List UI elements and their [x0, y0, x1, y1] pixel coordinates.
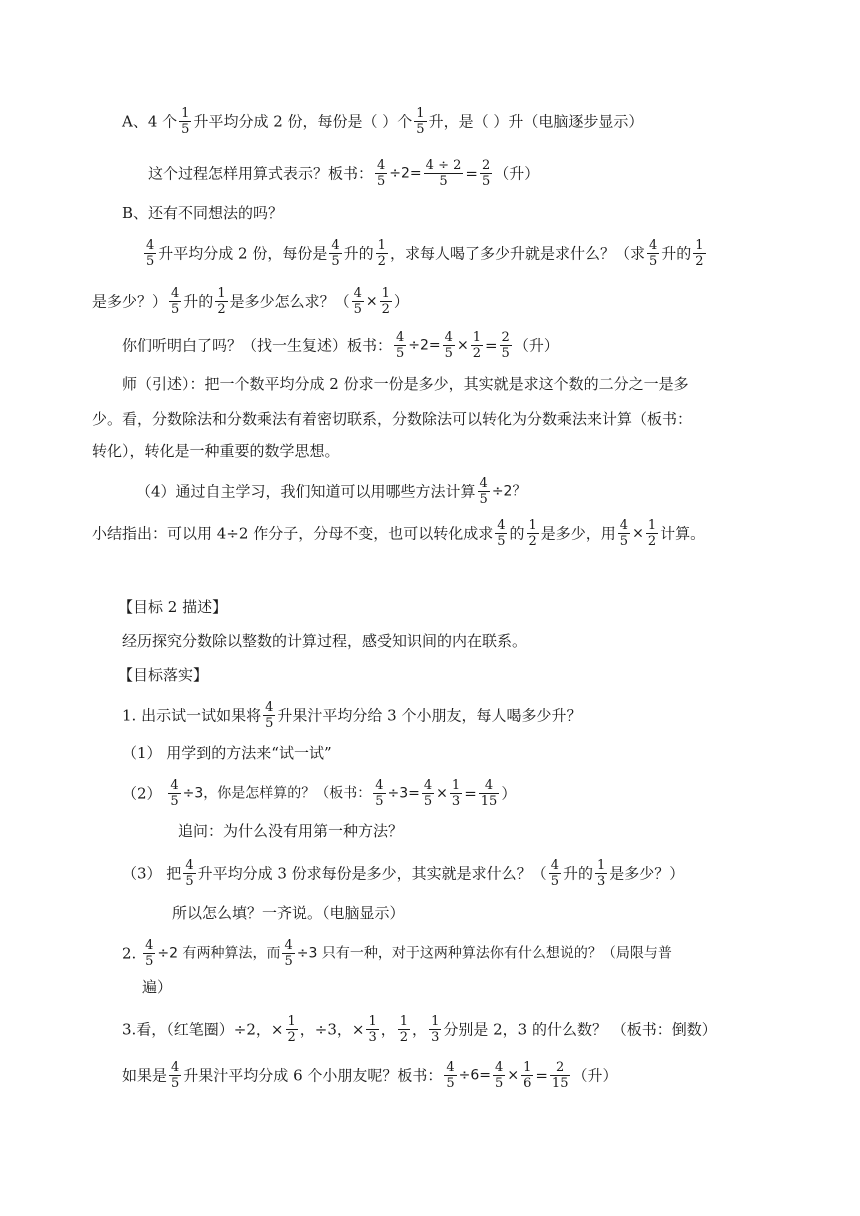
- fraction-numerator: 1: [381, 286, 390, 301]
- text-run: ）: [393, 292, 409, 311]
- text-line: [92, 440, 340, 461]
- fraction-denominator: 5: [550, 874, 559, 889]
- text-line: [136, 476, 526, 507]
- fraction: [647, 238, 659, 269]
- text-run: ，÷3，×: [299, 1020, 365, 1039]
- text-run: （2）: [122, 784, 167, 803]
- text-run: B、还有不同想法的吗？: [122, 204, 284, 222]
- fraction-denominator: 2: [381, 302, 390, 317]
- fraction-denominator: 2: [472, 346, 481, 361]
- text-run: 升平均分成 2 份，每份是: [158, 244, 328, 263]
- text-line: [122, 778, 516, 809]
- fraction: [286, 1014, 298, 1045]
- text-run: ÷2=: [389, 165, 422, 182]
- fraction-numerator: 1: [596, 858, 606, 873]
- fraction: [549, 858, 561, 889]
- text-run: 小结指出：可以用 4÷2 作分子，分母不变，也可以转化成求: [92, 524, 494, 543]
- text-line: [122, 202, 283, 223]
- text-run: ×: [365, 293, 378, 310]
- text-run: （升）: [494, 164, 540, 183]
- fraction-denominator: 5: [619, 534, 629, 549]
- fraction: [478, 476, 490, 507]
- fraction-denominator: 15: [551, 1076, 569, 1091]
- fraction-denominator: 5: [444, 346, 453, 361]
- fraction-denominator: 2: [287, 1030, 296, 1045]
- fraction-denominator: 5: [265, 716, 274, 731]
- fraction: [495, 518, 507, 549]
- text-line: [122, 700, 581, 731]
- text-run: 师（引述）：把一个数平均分成 2 份求一份是多少，其实就是求这个数的二分之一是多: [122, 375, 689, 393]
- fraction: [394, 330, 406, 361]
- fraction-denominator: 2: [528, 534, 537, 549]
- text-line: [172, 902, 405, 923]
- text-run: 升的: [562, 864, 593, 883]
- text-run: （升）: [572, 1066, 618, 1085]
- fraction: [550, 1060, 571, 1091]
- fraction: [215, 286, 227, 317]
- fraction-denominator: 2: [399, 1030, 409, 1045]
- fraction-numerator: 4: [396, 330, 405, 345]
- text-line: [122, 938, 672, 969]
- fraction-numerator: 1: [416, 106, 425, 121]
- text-line: [92, 286, 409, 317]
- fraction: [352, 286, 364, 317]
- fraction: [493, 1060, 505, 1091]
- fraction-numerator: 4: [446, 1060, 455, 1075]
- fraction-numerator: 4: [353, 286, 362, 301]
- fraction-numerator: 4: [444, 330, 453, 345]
- fraction-denominator: 2: [377, 254, 386, 269]
- text-run: 遍）: [142, 978, 173, 996]
- fraction-numerator: 1: [399, 1014, 409, 1029]
- fraction: [366, 1014, 378, 1045]
- fraction-numerator: 1: [695, 238, 704, 253]
- text-run: 升的: [183, 292, 214, 311]
- fraction-denominator: 5: [170, 794, 179, 809]
- text-line: [122, 330, 559, 361]
- fraction: [595, 858, 607, 889]
- text-run: 升，是（ ）升（电脑逐步显示）: [428, 112, 644, 131]
- fraction-numerator: 2: [556, 1060, 565, 1075]
- fraction: [183, 858, 195, 889]
- fraction: [646, 518, 658, 549]
- fraction-numerator: 1: [451, 778, 461, 793]
- fraction: [480, 158, 492, 189]
- text-run: 【目标 2 描述】: [118, 598, 228, 616]
- fraction: [527, 518, 539, 549]
- text-run: 是多少？）: [609, 864, 685, 883]
- fraction-numerator: 1: [647, 518, 657, 533]
- text-line: [122, 742, 332, 763]
- fraction-denominator: 3: [451, 794, 461, 809]
- fraction-denominator: 5: [377, 174, 386, 189]
- fraction-numerator: 4: [331, 238, 340, 253]
- fraction: [144, 238, 156, 269]
- fraction: [380, 286, 392, 317]
- text-run: 是多少怎么求？（: [229, 292, 350, 311]
- text-run: （1） 用学到的方法来“试一试”: [122, 744, 332, 762]
- text-run: =: [464, 784, 477, 803]
- fraction-numerator: 4: [171, 286, 180, 301]
- text-run: 3.看，（红笔圈）÷2，×: [122, 1020, 284, 1039]
- text-run: ×: [456, 337, 469, 354]
- text-run: 转化），转化是一种重要的数学思想。: [92, 442, 340, 460]
- fraction-denominator: 2: [647, 534, 657, 549]
- text-run: 1. 出示试一试如果将: [122, 706, 262, 725]
- fraction: [179, 106, 191, 137]
- text-line: [178, 820, 403, 841]
- fraction-numerator: 1: [377, 238, 386, 253]
- text-line: [118, 664, 208, 685]
- fraction: [618, 518, 630, 549]
- fraction-numerator: 1: [217, 286, 226, 301]
- text-line: [122, 630, 527, 651]
- fraction-denominator: 6: [523, 1076, 532, 1091]
- fraction: [169, 1060, 181, 1091]
- text-line: [148, 158, 539, 189]
- fraction-numerator: 4: [495, 1060, 504, 1075]
- fraction-denominator: 5: [446, 1076, 455, 1091]
- text-run: 2.: [122, 944, 142, 963]
- fraction-numerator: 2: [501, 330, 510, 345]
- fraction: [373, 778, 385, 809]
- fraction-numerator: 4: [377, 158, 386, 173]
- fraction-numerator: 1: [523, 1060, 532, 1075]
- fraction-numerator: 4: [171, 1060, 180, 1075]
- fraction: [479, 778, 500, 809]
- fraction: [429, 1014, 441, 1045]
- fraction-numerator: 1: [528, 518, 537, 533]
- fraction: [424, 158, 464, 189]
- text-line: [142, 976, 172, 997]
- fraction-numerator: 4: [145, 938, 154, 953]
- fraction-numerator: 4: [185, 858, 194, 873]
- text-run: A、4 个: [122, 112, 178, 131]
- fraction-denominator: 5: [145, 954, 154, 969]
- text-run: 追问：为什么没有用第一种方法？: [178, 822, 404, 840]
- fraction-denominator: 5: [185, 874, 194, 889]
- text-run: 少。看，分数除法和分数乘法有着密切联系，分数除法可以转化为分数乘法来计算（板书：: [92, 410, 693, 428]
- fraction: [500, 330, 512, 361]
- fraction-numerator: 4 ÷ 2: [425, 158, 462, 173]
- fraction-denominator: 5: [495, 1076, 504, 1091]
- fraction-numerator: 1: [472, 330, 481, 345]
- fraction-denominator: 5: [479, 492, 488, 507]
- text-run: （4）通过自主学习，我们知道可以用哪些方法计算: [136, 482, 476, 501]
- text-line: [118, 596, 227, 617]
- text-run: ÷2=: [408, 337, 441, 354]
- text-line: [122, 858, 684, 889]
- text-line: [92, 518, 705, 549]
- text-run: ，求每人喝了多少升就是求什么？（求: [389, 244, 645, 263]
- fraction-numerator: 1: [368, 1014, 377, 1029]
- text-run: 升平均分成 3 份求每份是多少，其实就是求什么？（: [197, 864, 547, 883]
- text-run: 是多少？）: [92, 292, 168, 311]
- text-run: ，: [412, 1020, 428, 1039]
- fraction-numerator: 4: [284, 938, 293, 953]
- fraction-denominator: 5: [648, 254, 658, 269]
- text-run: ，: [380, 1020, 396, 1039]
- text-run: 升果汁平均分成 6 个小朋友呢？板书：: [183, 1066, 443, 1085]
- text-run: 分别是 2，3 的什么数？ （板书：倒数）: [443, 1020, 717, 1039]
- text-run: ÷3，你是怎样算的？（板书：: [182, 785, 372, 802]
- fraction-denominator: 5: [423, 794, 433, 809]
- text-line: [142, 238, 708, 269]
- text-run: 经历探究分数除以整数的计算过程，感受知识间的内在联系。: [122, 632, 528, 650]
- text-run: ）: [501, 784, 517, 803]
- fraction-denominator: 5: [146, 254, 155, 269]
- text-run: ×: [632, 525, 644, 542]
- fraction: [375, 158, 387, 189]
- fraction-numerator: 4: [479, 476, 488, 491]
- fraction: [329, 238, 341, 269]
- fraction: [398, 1014, 410, 1045]
- fraction-denominator: 5: [284, 954, 293, 969]
- fraction: [414, 106, 426, 137]
- fraction-numerator: 4: [265, 700, 274, 715]
- text-line: [92, 408, 692, 429]
- fraction: [422, 778, 434, 809]
- fraction: [168, 778, 180, 809]
- fraction-numerator: 4: [648, 238, 658, 253]
- fraction-numerator: 1: [181, 106, 190, 121]
- fraction-denominator: 3: [368, 1030, 377, 1045]
- fraction: [471, 330, 483, 361]
- fraction-numerator: 4: [375, 778, 384, 793]
- fraction-numerator: 1: [431, 1014, 440, 1029]
- text-line: [122, 1014, 717, 1045]
- fraction-denominator: 5: [396, 346, 405, 361]
- fraction: [143, 938, 155, 969]
- text-run: 你们听明白了吗？（找一生复述）板书：: [122, 336, 393, 355]
- fraction-denominator: 5: [501, 346, 510, 361]
- fraction: [693, 238, 705, 269]
- text-run: 是多少，用: [540, 524, 616, 543]
- fraction-denominator: 5: [416, 122, 425, 137]
- text-run: （升）: [513, 336, 559, 355]
- fraction: [521, 1060, 533, 1091]
- text-run: 升的: [343, 244, 374, 263]
- text-run: ÷2 有两种算法，而: [157, 945, 281, 962]
- text-run: 计算。: [660, 524, 706, 543]
- fraction-denominator: 5: [375, 794, 384, 809]
- fraction: [444, 1060, 456, 1091]
- fraction-denominator: 3: [431, 1030, 440, 1045]
- fraction-numerator: 4: [619, 518, 629, 533]
- text-run: 升的: [661, 244, 692, 263]
- text-run: 的: [509, 524, 525, 543]
- text-line: [122, 373, 689, 394]
- fraction: [443, 330, 455, 361]
- fraction-denominator: 2: [695, 254, 704, 269]
- fraction-denominator: 15: [480, 794, 498, 809]
- text-run: ÷6=: [458, 1067, 492, 1084]
- fraction: [263, 700, 275, 731]
- text-line: [122, 106, 643, 137]
- fraction-numerator: 4: [484, 778, 494, 793]
- fraction-numerator: 4: [170, 778, 179, 793]
- fraction-numerator: 2: [481, 158, 491, 173]
- text-run: =: [465, 164, 478, 183]
- fraction-denominator: 5: [171, 1076, 180, 1091]
- text-run: （3） 把: [122, 864, 182, 883]
- text-run: =: [484, 336, 498, 355]
- fraction: [376, 238, 388, 269]
- text-run: ÷3=: [387, 785, 420, 802]
- fraction-denominator: 5: [181, 122, 190, 137]
- fraction-numerator: 4: [146, 238, 155, 253]
- text-run: =: [535, 1066, 548, 1085]
- fraction-numerator: 4: [423, 778, 433, 793]
- text-run: 【目标落实】: [118, 666, 209, 684]
- fraction: [169, 286, 181, 317]
- fraction-numerator: 1: [287, 1014, 296, 1029]
- fraction-denominator: 2: [217, 302, 226, 317]
- text-run: ÷3 只有一种，对于这两种算法你有什么想说的？（局限与普: [296, 945, 672, 962]
- text-run: 如果是: [122, 1066, 168, 1085]
- text-line: [122, 1060, 617, 1091]
- fraction-denominator: 3: [596, 874, 606, 889]
- fraction-denominator: 5: [497, 534, 506, 549]
- text-run: ×: [436, 785, 448, 802]
- fraction-denominator: 5: [331, 254, 340, 269]
- fraction-numerator: 4: [497, 518, 506, 533]
- text-run: 所以怎么填？一齐说。（电脑显示）: [172, 904, 405, 922]
- text-run: 升平均分成 2 份，每份是（ ）个: [193, 112, 413, 131]
- fraction: [450, 778, 462, 809]
- text-run: 升果汁平均分给 3 个小朋友，每人喝多少升？: [277, 706, 582, 725]
- text-run: ×: [507, 1067, 520, 1084]
- text-run: 这个过程怎样用算式表示？板书：: [148, 164, 374, 183]
- fraction-denominator: 5: [424, 173, 464, 189]
- fraction-denominator: 5: [481, 174, 491, 189]
- fraction-numerator: 4: [550, 858, 559, 873]
- fraction-denominator: 5: [353, 302, 362, 317]
- fraction-denominator: 5: [171, 302, 180, 317]
- text-run: ÷2？: [491, 483, 527, 500]
- fraction: [282, 938, 294, 969]
